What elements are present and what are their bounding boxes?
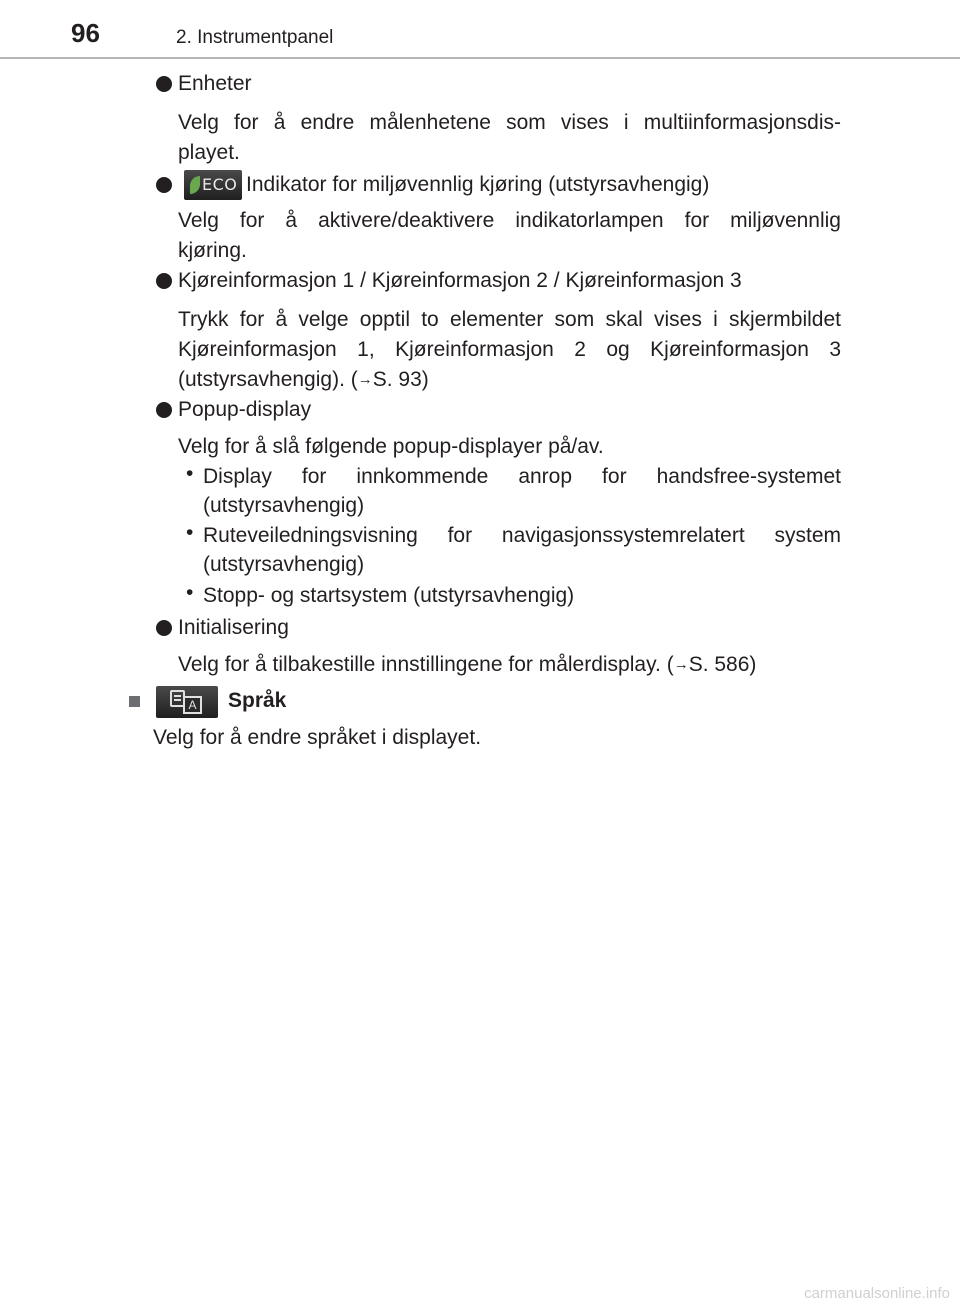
item-body-units-line1: Velg for å endre målenhetene som vises i multiinformasjonsdis- bbox=[178, 111, 841, 134]
arrow-icon: → bbox=[357, 371, 373, 388]
page-header bbox=[0, 0, 960, 60]
subitem-line2: (utstyrsavhengig) bbox=[203, 494, 365, 517]
arrow-icon: → bbox=[673, 656, 689, 673]
page-reference-link[interactable]: S. 586) bbox=[688, 653, 757, 676]
section-title: 2. Instrumentpanel bbox=[176, 27, 334, 48]
item-body-eco-line1: Velg for å aktivere/deaktivere indikatorlampen for miljøvennlig bbox=[178, 209, 841, 232]
item-body-reset bbox=[178, 650, 756, 682]
bullet-icon bbox=[156, 76, 172, 92]
page-reference-link[interactable]: S. 93) bbox=[372, 368, 429, 391]
item-title-eco: Indikator for miljøvennlig kjøring (utstyrsavhengig) bbox=[246, 173, 710, 196]
item-title-reset: Initialisering bbox=[178, 616, 289, 639]
watermark: carmanualsonline.info bbox=[804, 1285, 950, 1302]
bullet-icon bbox=[156, 620, 172, 636]
item-body-drive-info-line1: Trykk for å velge opptil to elementer som skal vises i skjermbildet bbox=[178, 308, 841, 331]
sub-bullet-icon: • bbox=[186, 462, 194, 485]
subitem-line1: Display for innkommende anrop for handsfree-systemet bbox=[203, 465, 841, 488]
reference-text: (utstyrsavhengig). ( bbox=[178, 368, 358, 391]
item-title-popup: Popup-display bbox=[178, 398, 312, 421]
sub-bullet-icon: • bbox=[186, 521, 194, 544]
subitem-line1: Ruteveiledningsvisning for navigasjonssystemrelatert system bbox=[203, 524, 841, 547]
eco-indicator-icon bbox=[184, 170, 242, 200]
leaf-icon bbox=[190, 176, 200, 194]
section-body-language: Velg for å endre språket i displayet. bbox=[153, 726, 482, 749]
letter-a-icon: A bbox=[183, 696, 202, 714]
item-title-units: Enheter bbox=[178, 72, 252, 95]
bullet-icon bbox=[156, 402, 172, 418]
header-divider bbox=[0, 57, 960, 59]
sub-bullet-icon: • bbox=[186, 581, 194, 604]
item-body-popup: Velg for å slå følgende popup-displayer på/av. bbox=[178, 435, 604, 458]
page-number: 96 bbox=[71, 18, 100, 48]
bullet-icon bbox=[156, 273, 172, 289]
item-body-drive-info-line2: Kjøreinformasjon 1, Kjøreinformasjon 2 og Kjøreinformasjon 3 bbox=[178, 338, 841, 361]
section-heading-language: Språk bbox=[228, 689, 287, 712]
reference-text: Velg for å tilbakestille innstillingene for målerdisplay. ( bbox=[178, 653, 674, 676]
eco-icon-label: ECO bbox=[202, 175, 238, 194]
item-body-drive-info-line3 bbox=[178, 365, 429, 397]
item-body-units-line2: playet. bbox=[178, 141, 240, 164]
section-marker-icon bbox=[129, 696, 140, 707]
item-title-drive-info: Kjøreinformasjon 1 / Kjøreinformasjon 2 / Kjøreinformasjon 3 bbox=[178, 269, 742, 292]
bullet-icon bbox=[156, 177, 172, 193]
language-icon bbox=[156, 686, 218, 718]
item-body-eco-line2: kjøring. bbox=[178, 239, 247, 262]
subitem-line2: (utstyrsavhengig) bbox=[203, 553, 365, 576]
subitem-line1: Stopp- og startsystem (utstyrsavhengig) bbox=[203, 584, 575, 607]
